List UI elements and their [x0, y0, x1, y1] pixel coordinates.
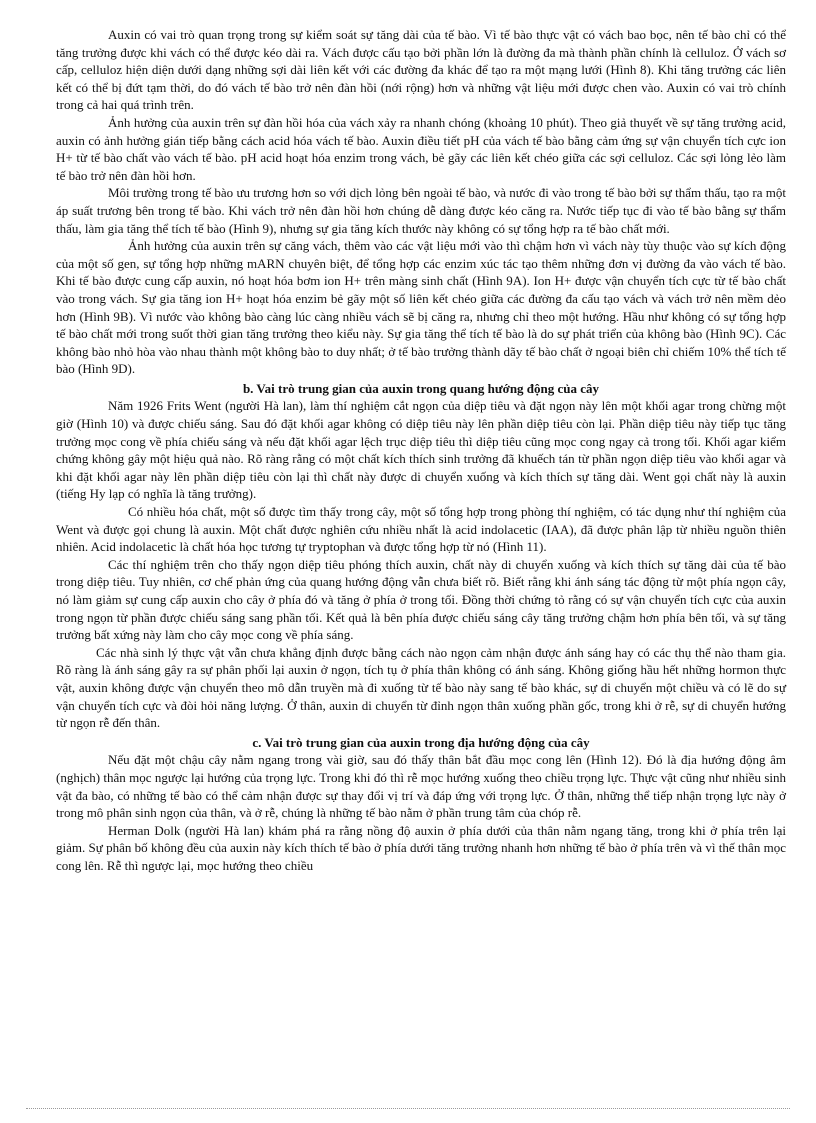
- footer-divider: [26, 1108, 790, 1109]
- section-heading-phototropism: b. Vai trò trung gian của auxin trong quang hướng động của cây: [242, 380, 600, 396]
- paragraph-gravitropism: Nếu đặt một chậu cây nằm ngang trong vài giờ, sau đó thấy thân bắt đầu mọc cong lên (Hình 12). Đó là địa hướng động âm (nghịch) thân mọc ngược lại hướng của trọng lực. Trong khi đó thì rễ mọc hướng xuống theo chiều trọng lực. Thực vật cũng như nhiều sinh vật đa bào, có những tế bào có thể cảm nhận được sự thay đổi vị trí và đáp ứng với trọng lực. Ở thân, những thể tiếp nhận trọng lực này ở trong mô phân sinh ngọn của thân, và ở rễ, chúng là những tế bào nằm ở phần trung tâm của chóp rễ.: [56, 752, 786, 821]
- paragraph-acid-growth-hypothesis: Ảnh hưởng của auxin trên sự đàn hồi hóa của vách xảy ra nhanh chóng (khoảng 10 phút). Theo giả thuyết về sự tăng trưởng acid, auxin có ảnh hưởng gián tiếp bằng cách acid hóa vách tế bào. Auxin điều tiết pH của vách tế bào bằng cảm ứng sự vận chuyển tích cực ion H+ từ tế bào chất vào vách tế bào. pH acid hoạt hóa enzim trong vách, bẻ gãy các liên kết chéo giữa các sợi celluloz. Các sợi lỏng lẻo làm tế bào trở nên đàn hồi hơn.: [56, 114, 786, 183]
- paragraph-iaa: Có nhiều hóa chất, một số được tìm thấy trong cây, một số tổng hợp trong phòng thí nghiệm, có tác dụng như thí nghiệm của Went và được gọi chung là auxin. Một chất được nghiên cứu nhiều nhất là acid indolacetic (IAA), đã được phân lập từ nhiều nguồn thiên nhiên. Acid indolacetic là chất hóa học tương tự tryptophan và được tổng hợp từ nó (Hình 11).: [56, 504, 786, 555]
- paragraph-went-experiment: Năm 1926 Frits Went (người Hà lan), làm thí nghiệm cắt ngọn của diệp tiêu và đặt ngọn này lên một khối agar trong chừng một giờ (Hình 10) và được chiếu sáng. Sau đó đặt khối agar không có diệp tiêu này lên phần diệp tiêu còn lại. Phần diệp tiêu này tiếp tục tăng trưởng mọc cong về phía chiếu sáng và nếu đặt khối agar lệch trục diệp tiêu thì diệp tiêu cũng mọc cong ngay cả trong tối. Khối agar kiểm chứng không gây một hiệu quả nào. Rõ ràng rằng có một chất kích thích sinh trưởng đã khuếch tán từ phần ngọn diệp tiêu vào khối agar và khi đặt khối agar này lên phần diệp tiêu còn lại thì chất này được di chuyển xuống và kích thích sự tăng dài. Went gọi chất này là auxin (tiếng Hy lạp có nghĩa là tăng trưởng).: [56, 398, 786, 502]
- section-heading-gravitropism: c. Vai trò trung gian của auxin trong địa hướng động của cây: [252, 734, 590, 750]
- paragraph-phototropism-mechanism: Các thí nghiệm trên cho thấy ngọn diệp tiêu phóng thích auxin, chất này di chuyển xuống và kích thích sự tăng dài của tế bào trong diệp tiêu. Tuy nhiên, cơ chế phản ứng của quang hướng động vẫn chưa biết rõ. Biết rằng khi ánh sáng tác động từ một phía ngọn cây, nó làm giảm sự cung cấp auxin cho cây ở phía đó và tăng ở phía ở trong tối. Đồng thời chứng tỏ rằng có sự vận chuyển tích cực của auxin trong ngọn từ phần được chiếu sáng sang phần tối. Kết quả là bên phía được chiếu sáng cây tăng trưởng chậm hơn phía bên tối, và sự tăng trưởng bất xứng này làm cho cây mọc cong về phía sáng.: [56, 556, 786, 643]
- paragraph-auxin-transport: Các nhà sinh lý thực vật vẫn chưa khẳng định được bằng cách nào ngọn cảm nhận được ánh sáng hay có các thụ thể nào tham gia. Rõ ràng là ánh sáng gây ra sự phân phối lại auxin ở ngọn, tích tụ ở phía thân không có ánh sáng. Không giống hầu hết những hormon thực vật, auxin không được vận chuyển theo mô dẫn truyền mà đi xuống từ tế bào này sang tế bào khác, sự di chuyển một chiều và có lẽ do sự vận chuyển tích cực và đòi hỏi năng lượng. Ở thân, auxin di chuyển từ đỉnh ngọn thân xuống phần gốc, trong khi ở rễ, sự di chuyển hướng từ ngọn rễ đến thân.: [56, 644, 786, 731]
- paragraph-auxin-cell-elongation: Auxin có vai trò quan trọng trong sự kiểm soát sự tăng dài của tế bào. Vì tế bào thực vật có vách bao bọc, nên tế bào chỉ có thể tăng trưởng được khi vách có thể được kéo dài ra. Vách được cấu tạo bởi phần lớn là đường đa mà thành phần chính là celluloz. Ở vách sơ cấp, celluloz hiện diện dưới dạng những sợi dài liên kết với các đường đa khác để tạo ra một mạng lưới (Hình 8). Khi tăng trưởng các liên kết có thể bị đứt tạm thời, do đó vách tế bào trở nên đàn hồi (nới rộng) hơn và những vật liệu mới được chen vào. Auxin có vai trò chính trong cả hai quá trình trên.: [56, 27, 786, 113]
- paragraph-wall-extension: Ảnh hưởng của auxin trên sự căng vách, thêm vào các vật liệu mới vào thì chậm hơn vì vách này tùy thuộc vào sự kích động của một số gen, sự tổng hợp những mARN chuyên biệt, để tổng hợp các enzim xúc tác tạo thêm những đơn vị đường đa vào vách tế bào. Khi tế bào được cung cấp auxin, nó hoạt hóa bơm ion H+ trên màng sinh chất (Hình 9A). Ion H+ được vận chuyển tích cực từ tế bào chất vào trong vách. Sự gia tăng ion H+ hoạt hóa enzim bẻ gãy một số liên kết chéo giữa các đường đa cấu tạo vách và vách trở nên mềm dẻo hơn (Hình 9B). Vì nước vào không bào càng lúc càng nhiều vách sẽ bị căng ra, nhưng chỉ theo một hướng. Hầu như không có sự tổng hợp tế bào chất mới trong suốt thời gian tăng trưởng theo kiểu này. Sự gia tăng thể tích tế bào là do sự phát triển của không bào (Hình 9C). Các không bào nhỏ hòa vào nhau thành một không bào to duy nhất; ở tế bào trưởng thành dãy tế bào chất ở ngoại biên chỉ chiếm 10% thể tích tế bào (Hình 9D).: [56, 238, 786, 377]
- paragraph-osmotic-pressure: Môi trường trong tế bào ưu trương hơn so với dịch lỏng bên ngoài tế bào, và nước đi vào trong tế bào bởi sự thẩm thấu, tạo ra một áp suất trương bên trong tế bào. Khi vách trở nên đàn hồi hơn chúng dễ dàng được kéo căng ra. Nước tiếp tục đi vào tế bào bằng sự thẩm thấu, làm gia tăng thể tích tế bào (Hình 9), nhưng sự gia tăng kích thước này không có sự tổng hợp ra tế bào chất mới.: [56, 185, 786, 236]
- paragraph-dolk-discovery: Herman Dolk (người Hà lan) khám phá ra rằng nồng độ auxin ở phía dưới của thân nằm ngang tăng, trong khi ở phía trên lại giảm. Sự phân bố không đều của auxin này kích thích tế bào ở phía dưới tăng trưởng nhanh hơn những tế bào ở phía trên và vì thế thân mọc cong lên. Rễ thì ngược lại, mọc hướng theo chiều: [56, 822, 786, 873]
